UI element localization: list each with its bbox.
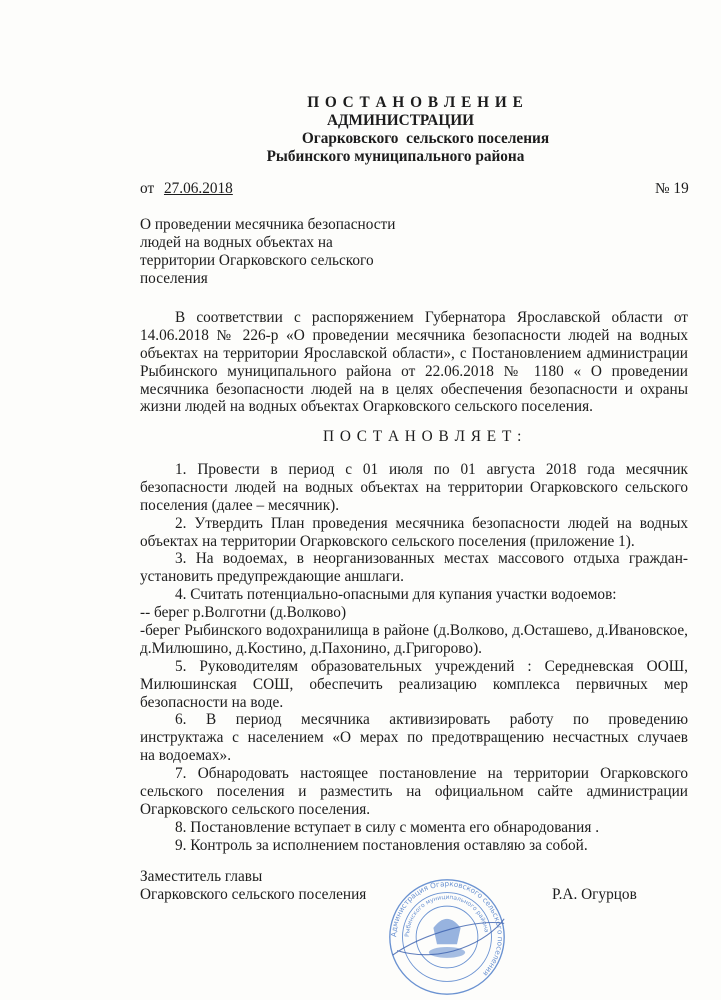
stamp-outer-text: Администрация Огарковского сельского поселения xyxy=(389,879,505,979)
text-line: Рыбинского муниципального района от 22.06.2018 № 1180 « О проведении xyxy=(140,362,688,380)
text-line: 6. В период месячника активизировать работу по проведению xyxy=(175,711,688,729)
stamp-inner-text: Рыбинского муниципального района xyxy=(404,894,489,938)
text-line: 8. Постановление вступает в силу с момента его обнародования . xyxy=(175,818,600,836)
text-line: 3. На водоемах, в неорганизованных местах массового отдыха граждан- xyxy=(175,550,688,568)
text-line: на водоемах». xyxy=(140,747,232,765)
document-header xyxy=(0,94,721,166)
decree-item xyxy=(140,586,688,604)
signatory-name: Р.А. Огурцов xyxy=(552,886,637,903)
decree-word: П О С Т А Н О В Л Я Е Т : xyxy=(323,428,523,445)
text-line: 1. Провести в период с 01 июля по 01 августа 2018 года месячник xyxy=(175,461,688,478)
decree-item xyxy=(140,550,688,586)
text-line: жизни людей на водных объектах Огарковского сельского поселения. xyxy=(140,398,593,416)
text-line: 7. Обнародовать настоящее постановление на территории Огарковского xyxy=(175,765,688,783)
decree-item xyxy=(140,819,688,837)
preamble xyxy=(140,309,688,416)
text-line: поселения (далее – месячник). xyxy=(140,496,340,514)
decree-item xyxy=(140,837,688,855)
document-date: от 27.06.2018 xyxy=(140,180,243,198)
decree-item xyxy=(140,461,688,515)
text-line: 9. Контроль за исполнением постановления оставляю за собой. xyxy=(175,836,588,854)
text-line: 14.06.2018 № 226-р «О проведении месячника безопасности людей на водных xyxy=(140,326,688,344)
text-line: людей на водных объектах на xyxy=(140,233,333,251)
signatory-position-2: Огарковского сельского поселения xyxy=(140,886,367,903)
text-line: установить предупреждающие аншлаги. xyxy=(140,568,404,586)
text-line: О проведении месячника безопасности xyxy=(140,216,396,233)
text-line: территории Огарковского сельского xyxy=(140,251,374,269)
decree-item xyxy=(140,658,688,712)
decree-item xyxy=(140,765,688,819)
text-line: сельского поселения и разместить на официальном сайте администрации xyxy=(140,783,688,801)
decree-item xyxy=(140,515,688,551)
text-line: 2. Утвердить План проведения месячника безопасности людей на водных xyxy=(175,514,688,532)
text-line: Огарковского сельского поселения. xyxy=(140,800,371,818)
header-line-settlement: Огарковского сельского поселения xyxy=(301,130,550,147)
signature-block xyxy=(140,868,366,904)
text-line: безопасности на воде. xyxy=(140,693,284,711)
document-title: П О С Т А Н О В Л Е Н И Е xyxy=(307,94,524,111)
text-line: Милюшинская СОШ, обеспечить реализацию комплекса первичных мер xyxy=(140,675,688,693)
document-subject xyxy=(140,216,420,288)
decree-item xyxy=(140,622,688,658)
text-line: В соответствии с распоряжением Губернатора Ярославской области от xyxy=(175,309,688,326)
text-line: месячника безопасности людей на в целях обеспечения безопасности и охраны xyxy=(140,380,688,398)
text-line: -берег Рыбинского водохранилища в районе (д.Волково, д.Осташево, д.Ивановское, xyxy=(140,622,688,640)
decree-item xyxy=(140,604,688,622)
document-number: № 19 xyxy=(655,180,689,197)
header-line-administration: АДМИНИСТРАЦИИ xyxy=(326,112,475,129)
text-line: 5. Руководителям образовательных учреждений : Середневская ООШ, xyxy=(175,657,688,675)
text-line: поселения xyxy=(140,269,208,287)
text-line: -- берег р.Волготни (д.Волково) xyxy=(140,604,347,622)
text-line: объектах на территории Огарковского сельского поселения (приложение 1). xyxy=(140,532,635,550)
signatory-position-1: Заместитель главы xyxy=(140,868,263,885)
official-stamp xyxy=(388,878,506,996)
text-line: инструктажа с населением «О мерах по предотвращению несчастных случаев xyxy=(140,729,688,747)
decree-items xyxy=(140,461,688,855)
header-line-district: Рыбинского муниципального района xyxy=(266,148,525,165)
text-line: д.Милюшино, д.Костино, д.Пахонино, д.Григорово). xyxy=(140,639,482,657)
text-line: безопасности людей на водных объектах на территории Огарковского сельского xyxy=(140,478,688,496)
text-line: объектах на территории Ярославской области», с Постановлением администрации xyxy=(140,344,688,362)
date-value: 27.06.2018 xyxy=(163,180,233,197)
text-line: 4. Считать потенциально-опасными для купания участки водоемов: xyxy=(175,586,617,604)
decree-item xyxy=(140,711,688,765)
